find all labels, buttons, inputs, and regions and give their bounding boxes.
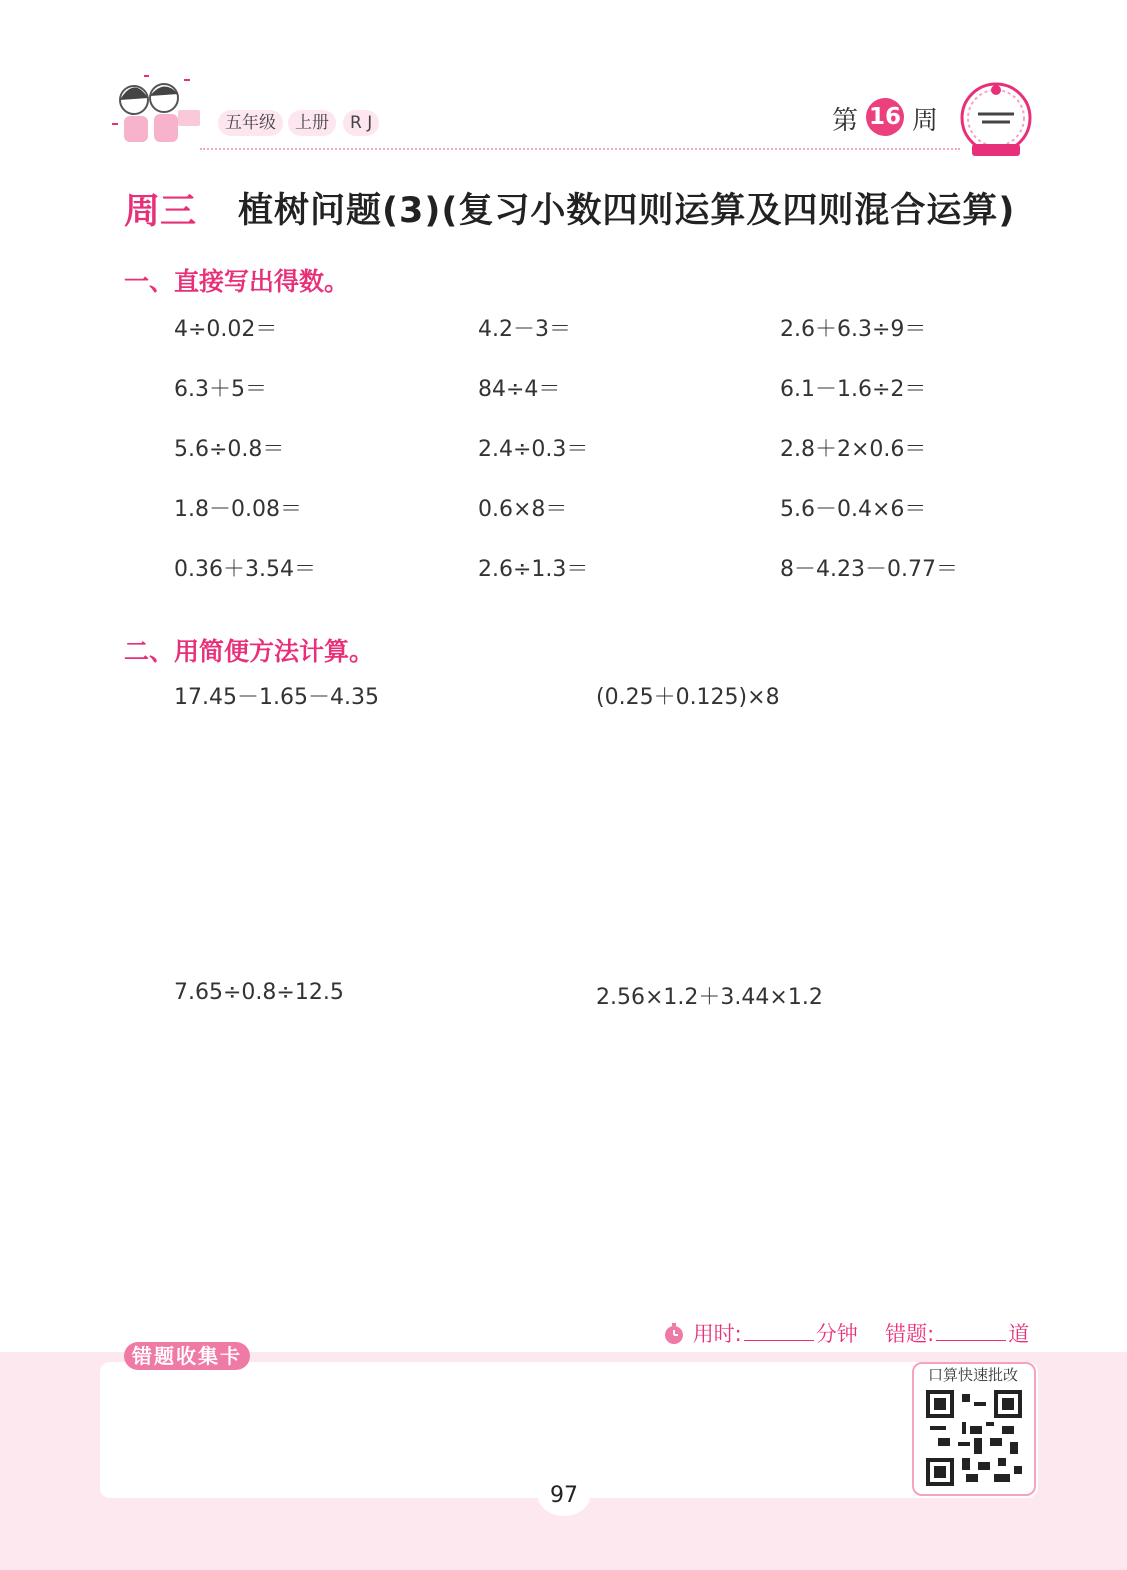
problem-1-3: 2.6＋6.3÷9＝ — [780, 317, 927, 342]
simplify-problem-1: 17.45－1.65－4.35 — [174, 685, 379, 710]
problem-2-2: 84÷4＝ — [478, 377, 561, 402]
simplify-problem-3: 7.65÷0.8÷12.5 — [174, 980, 344, 1005]
time-unit: 分钟 — [815, 1322, 858, 1346]
problem-5-1: 0.36＋3.54＝ — [174, 557, 316, 582]
week-number-badge: 16 — [866, 98, 904, 136]
problem-2-1: 6.3＋5＝ — [174, 377, 267, 402]
qr-code-icon[interactable] — [926, 1390, 1022, 1486]
error-collection-tab: 错题收集卡 — [124, 1342, 250, 1370]
qr-code-label: 口算快速批改 — [927, 1366, 1018, 1384]
grade-badge: 五年级 — [218, 110, 283, 136]
timing-record — [662, 1318, 1032, 1350]
section2-heading: 二、用简便方法计算。 — [124, 637, 375, 666]
page-title: 植树问题(3)(复习小数四则运算及四则混合运算) — [238, 191, 1016, 231]
problem-3-3: 2.8＋2×0.6＝ — [780, 437, 927, 462]
errors-unit: 道 — [1008, 1322, 1030, 1346]
simplify-problem-4: 2.56×1.2＋3.44×1.2 — [596, 985, 823, 1010]
problem-5-3: 8－4.23－0.77＝ — [780, 557, 958, 582]
problem-4-2: 0.6×8＝ — [478, 497, 568, 522]
time-blank[interactable] — [744, 1340, 814, 1341]
stopwatch-icon — [662, 1322, 686, 1346]
problem-5-2: 2.6÷1.3＝ — [478, 557, 589, 582]
kids-illustration-icon — [104, 70, 204, 156]
problem-4-3: 5.6－0.4×6＝ — [780, 497, 927, 522]
week-suffix: 周 — [912, 106, 939, 136]
week-prefix: 第 — [832, 106, 859, 136]
problem-1-1: 4÷0.02＝ — [174, 317, 278, 342]
problem-3-1: 5.6÷0.8＝ — [174, 437, 285, 462]
author-seal-icon — [958, 78, 1034, 160]
problem-2-3: 6.1－1.6÷2＝ — [780, 377, 927, 402]
errors-blank[interactable] — [936, 1340, 1006, 1341]
section1-heading: 一、直接写出得数。 — [124, 267, 350, 296]
errors-label: 错题: — [885, 1322, 935, 1346]
volume-badge: 上册 — [288, 110, 336, 136]
header-divider — [200, 148, 960, 150]
simplify-problem-2: (0.25＋0.125)×8 — [596, 685, 780, 710]
problem-4-1: 1.8－0.08＝ — [174, 497, 302, 522]
problem-1-2: 4.2－3＝ — [478, 317, 571, 342]
problem-3-2: 2.4÷0.3＝ — [478, 437, 589, 462]
time-label: 用时: — [692, 1322, 742, 1346]
edition-badge: R J — [343, 110, 379, 136]
day-label: 周三 — [124, 191, 197, 232]
page-number: 97 — [538, 1476, 590, 1516]
